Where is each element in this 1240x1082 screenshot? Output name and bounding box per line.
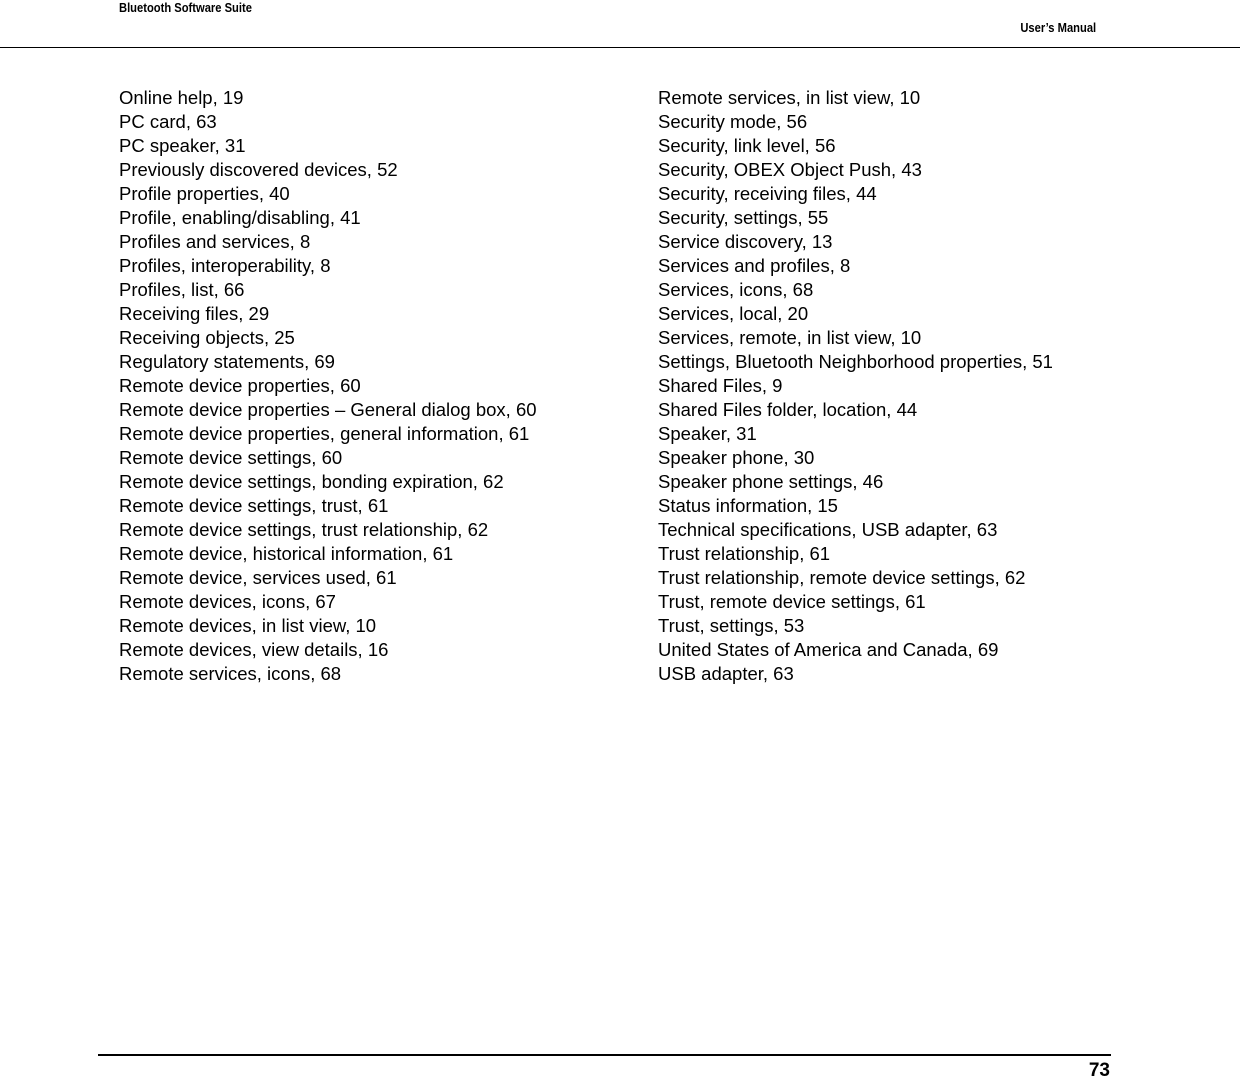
index-entry: Status information, 15 bbox=[658, 495, 838, 516]
index-entry: Services, icons, 68 bbox=[658, 279, 814, 300]
index-entry: Shared Files folder, location, 44 bbox=[658, 399, 918, 420]
document-title: Bluetooth Software Suite bbox=[119, 0, 252, 15]
index-entry: Trust, settings, 53 bbox=[658, 615, 805, 636]
index-entry: Security, receiving files, 44 bbox=[658, 183, 877, 204]
index-entry: Remote device, historical information, 61 bbox=[119, 543, 454, 564]
index-entry: Services and profiles, 8 bbox=[658, 255, 851, 276]
index-entry: Speaker phone, 30 bbox=[658, 447, 815, 468]
index-entry: Remote device, services used, 61 bbox=[119, 567, 397, 588]
index-entry: Regulatory statements, 69 bbox=[119, 351, 335, 372]
index-entry: Remote devices, icons, 67 bbox=[119, 591, 336, 612]
index-entry: Remote device properties – General dialog box, 60 bbox=[119, 399, 537, 420]
index-entry: USB adapter, 63 bbox=[658, 663, 794, 684]
footer-divider bbox=[98, 1054, 1111, 1056]
index-entry: Remote services, icons, 68 bbox=[119, 663, 342, 684]
index-entry: Previously discovered devices, 52 bbox=[119, 159, 398, 180]
manual-title: User’s Manual bbox=[1020, 20, 1096, 35]
index-entry: Services, remote, in list view, 10 bbox=[658, 327, 922, 348]
index-entry: Profiles and services, 8 bbox=[119, 231, 311, 252]
index-entry: Trust, remote device settings, 61 bbox=[658, 591, 926, 612]
index-entry: Service discovery, 13 bbox=[658, 231, 833, 252]
index-entry: Settings, Bluetooth Neighborhood properties, 51 bbox=[658, 351, 1053, 372]
index-entry: Security, OBEX Object Push, 43 bbox=[658, 159, 922, 180]
index-entry: Remote devices, in list view, 10 bbox=[119, 615, 377, 636]
index-entry: Receiving files, 29 bbox=[119, 303, 270, 324]
index-entry: Security, link level, 56 bbox=[658, 135, 836, 156]
index-left-column bbox=[119, 86, 599, 686]
index-entry: PC card, 63 bbox=[119, 111, 217, 132]
index-entry: Remote services, in list view, 10 bbox=[658, 87, 921, 108]
index-entry: Trust relationship, 61 bbox=[658, 543, 831, 564]
index-entry: Speaker phone settings, 46 bbox=[658, 471, 884, 492]
index-entry: Technical specifications, USB adapter, 63 bbox=[658, 519, 998, 540]
index-right-column bbox=[658, 86, 1178, 686]
index-entry: Remote device properties, 60 bbox=[119, 375, 361, 396]
index-entry: Online help, 19 bbox=[119, 87, 244, 108]
index-entry: Receiving objects, 25 bbox=[119, 327, 295, 348]
index-entry: Profile properties, 40 bbox=[119, 183, 290, 204]
index-entry: Profiles, interoperability, 8 bbox=[119, 255, 331, 276]
index-entry: Remote device settings, bonding expiration, 62 bbox=[119, 471, 504, 492]
index-entry: Remote device settings, 60 bbox=[119, 447, 343, 468]
index-entry: Profile, enabling/disabling, 41 bbox=[119, 207, 361, 228]
index-entry: Remote devices, view details, 16 bbox=[119, 639, 389, 660]
index-entry: Profiles, list, 66 bbox=[119, 279, 245, 300]
index-entry: Remote device settings, trust relationship, 62 bbox=[119, 519, 489, 540]
header-divider bbox=[0, 47, 1240, 48]
index-entry: Remote device properties, general information, 61 bbox=[119, 423, 530, 444]
index-entry: Security mode, 56 bbox=[658, 111, 808, 132]
index-entry: PC speaker, 31 bbox=[119, 135, 246, 156]
index-entry: Speaker, 31 bbox=[658, 423, 757, 444]
index-entry: Trust relationship, remote device settings, 62 bbox=[658, 567, 1026, 588]
index-entry: Remote device settings, trust, 61 bbox=[119, 495, 389, 516]
page-number: 73 bbox=[1088, 1060, 1110, 1081]
index-entry: Shared Files, 9 bbox=[658, 375, 783, 396]
index-entry: Security, settings, 55 bbox=[658, 207, 829, 228]
index-entry: Services, local, 20 bbox=[658, 303, 809, 324]
index-entry: United States of America and Canada, 69 bbox=[658, 639, 999, 660]
